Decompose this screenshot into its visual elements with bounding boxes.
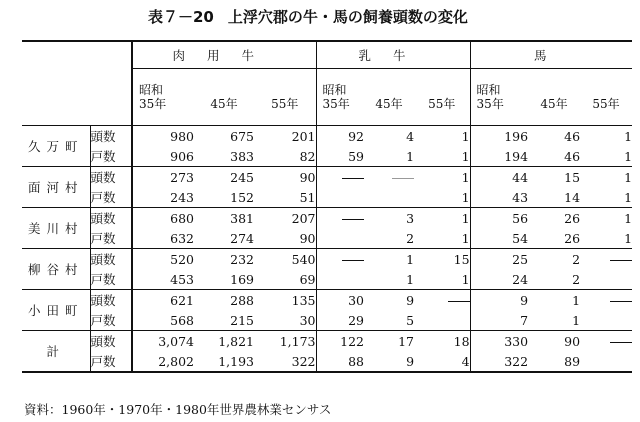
value-cell (364, 187, 414, 208)
value-cell: 59 (316, 146, 364, 167)
row-kind-label: 戸数 (90, 146, 132, 167)
value-cell: 1,193 (218, 353, 254, 369)
value-cell: 540 (291, 251, 316, 267)
year-header: 55年 (271, 97, 299, 111)
value-cell: 44 (470, 167, 528, 188)
value-cell: 54 (470, 228, 528, 249)
dash-mark (342, 219, 364, 220)
value-cell: 1 (624, 189, 633, 205)
value-cell: 1 (461, 271, 470, 287)
year-header: 55年 (592, 97, 620, 111)
value-cell: 88 (316, 351, 364, 372)
row-kind-label: 頭数 (90, 249, 132, 270)
value-cell: 274 (230, 230, 254, 246)
value-cell: 288 (230, 292, 254, 308)
year-era-label: 昭和 (476, 83, 501, 97)
table-row (22, 187, 632, 208)
value-cell: 621 (132, 290, 194, 311)
value-cell: 632 (132, 228, 194, 249)
dash-mark (610, 260, 632, 261)
value-cell: 15 (453, 251, 470, 267)
value-cell: 92 (316, 126, 364, 147)
dash-mark (610, 342, 632, 343)
row-kind-label: 戸数 (90, 269, 132, 290)
table-row (22, 126, 632, 147)
value-cell: 14 (564, 189, 581, 205)
value-cell: 90 (564, 333, 581, 349)
source-note: 資料：1960年・1970年・1980年世界農林業センサス (24, 402, 332, 417)
value-cell: 26 (564, 230, 581, 246)
value-cell: 4 (406, 128, 415, 144)
table-row (22, 310, 632, 331)
table-row (22, 167, 632, 188)
table-row (22, 269, 632, 290)
value-cell: 9 (406, 292, 415, 308)
dash-mark (342, 178, 364, 179)
year-header (132, 69, 194, 126)
value-cell: 7 (470, 310, 528, 331)
value-cell: 1 (406, 251, 415, 267)
row-kind-label: 戸数 (90, 310, 132, 331)
row-kind-label: 戸数 (90, 187, 132, 208)
value-cell: 322 (291, 353, 316, 369)
value-cell: 30 (316, 290, 364, 311)
value-cell: 135 (291, 292, 316, 308)
table-row (22, 331, 632, 352)
table-caption: 上浮穴郡の牛・馬の飼養頭数の変化 (227, 8, 468, 26)
row-kind-label: 頭数 (90, 331, 132, 352)
municipality-name: 計 (22, 331, 90, 373)
value-cell (580, 249, 632, 270)
row-kind-label: 戸数 (90, 228, 132, 249)
value-cell: 215 (230, 312, 254, 328)
value-cell: 1 (461, 230, 470, 246)
value-cell: 46 (564, 128, 581, 144)
value-cell: 232 (230, 251, 254, 267)
year-header: 45年 (210, 97, 238, 111)
year-label: 35年 (322, 97, 350, 111)
value-cell: 1 (624, 169, 633, 185)
municipality-name: 柳谷村 (22, 249, 90, 290)
value-cell: 90 (299, 169, 316, 185)
value-cell: 43 (470, 187, 528, 208)
value-cell (580, 351, 632, 372)
value-cell: 906 (132, 146, 194, 167)
value-cell (316, 208, 364, 229)
value-cell (414, 290, 470, 311)
livestock-table (22, 40, 632, 373)
value-cell: 207 (291, 210, 316, 226)
value-cell: 568 (132, 310, 194, 331)
value-cell: 1 (461, 210, 470, 226)
value-cell: 1,173 (279, 333, 316, 349)
value-cell: 1 (624, 210, 633, 226)
value-cell (580, 310, 632, 331)
year-label: 35年 (139, 97, 167, 111)
value-cell (316, 187, 364, 208)
value-cell: 169 (230, 271, 254, 287)
value-cell (316, 228, 364, 249)
year-era-label: 昭和 (322, 83, 347, 97)
dash-mark (448, 301, 470, 302)
municipality-name: 久万町 (22, 126, 90, 167)
value-cell: 2 (572, 251, 581, 267)
value-cell: 2 (572, 271, 581, 287)
value-cell: 9 (470, 290, 528, 311)
value-cell: 9 (406, 353, 415, 369)
dash-mark (392, 178, 414, 179)
table-row (22, 208, 632, 229)
value-cell: 381 (230, 210, 254, 226)
year-header (470, 69, 528, 126)
value-cell: 1,821 (218, 333, 254, 349)
value-cell: 5 (406, 312, 415, 328)
value-cell: 1 (624, 230, 633, 246)
table-body (22, 126, 632, 373)
value-cell: 24 (470, 269, 528, 290)
value-cell: 1 (461, 128, 470, 144)
value-cell: 30 (299, 312, 316, 328)
value-cell: 245 (230, 169, 254, 185)
value-cell (316, 249, 364, 270)
value-cell: 196 (470, 126, 528, 147)
value-cell (316, 167, 364, 188)
value-cell: 89 (564, 353, 581, 369)
group-header-horse: 馬 (470, 41, 632, 69)
table-row (22, 351, 632, 372)
year-header: 55年 (428, 97, 456, 111)
table-row (22, 146, 632, 167)
row-kind-label: 頭数 (90, 167, 132, 188)
row-kind-label: 頭数 (90, 208, 132, 229)
value-cell: 322 (470, 351, 528, 372)
value-cell: 4 (461, 353, 470, 369)
value-cell: 1 (461, 169, 470, 185)
value-cell: 680 (132, 208, 194, 229)
value-cell: 1 (572, 312, 581, 328)
municipality-name: 小田町 (22, 290, 90, 331)
value-cell: 82 (299, 148, 316, 164)
value-cell: 243 (132, 187, 194, 208)
value-cell: 90 (299, 230, 316, 246)
row-kind-label: 戸数 (90, 351, 132, 372)
value-cell: 69 (299, 271, 316, 287)
year-header: 45年 (540, 97, 568, 111)
value-cell: 1 (572, 292, 581, 308)
value-cell: 675 (230, 128, 254, 144)
value-cell: 46 (564, 148, 581, 164)
value-cell: 15 (564, 169, 581, 185)
dash-mark (342, 260, 364, 261)
value-cell: 1 (406, 148, 415, 164)
value-cell: 383 (230, 148, 254, 164)
value-cell: 3 (406, 210, 415, 226)
table-row (22, 290, 632, 311)
value-cell: 1 (406, 271, 415, 287)
value-cell: 980 (132, 126, 194, 147)
value-cell: 2 (406, 230, 415, 246)
value-cell: 18 (453, 333, 470, 349)
value-cell (316, 269, 364, 290)
value-cell: 51 (299, 189, 316, 205)
group-header-dairy: 乳牛 (316, 41, 470, 69)
table-number: 表７－20 (148, 8, 214, 26)
table-row (22, 228, 632, 249)
value-cell: 273 (132, 167, 194, 188)
table-row (22, 249, 632, 270)
row-kind-label: 頭数 (90, 126, 132, 147)
value-cell: 152 (230, 189, 254, 205)
value-cell (364, 167, 414, 188)
year-label: 35年 (476, 97, 504, 111)
value-cell: 194 (470, 146, 528, 167)
value-cell (580, 290, 632, 311)
value-cell (414, 310, 470, 331)
year-header: 45年 (375, 97, 403, 111)
value-cell: 520 (132, 249, 194, 270)
value-cell: 453 (132, 269, 194, 290)
value-cell: 122 (316, 331, 364, 352)
value-cell: 25 (470, 249, 528, 270)
value-cell: 1 (624, 148, 633, 164)
value-cell (580, 269, 632, 290)
year-header (316, 69, 364, 126)
value-cell: 26 (564, 210, 581, 226)
value-cell: 1 (624, 128, 633, 144)
value-cell: 1 (461, 148, 470, 164)
value-cell: 17 (398, 333, 415, 349)
value-cell: 1 (461, 189, 470, 205)
value-cell: 29 (316, 310, 364, 331)
dash-mark (610, 301, 632, 302)
row-kind-label: 頭数 (90, 290, 132, 311)
municipality-name: 美川村 (22, 208, 90, 249)
municipality-name: 面河村 (22, 167, 90, 208)
corner-cell (22, 41, 132, 126)
table-title (148, 6, 468, 27)
value-cell: 201 (291, 128, 316, 144)
value-cell: 2,802 (132, 351, 194, 372)
group-header-beef: 肉用牛 (132, 41, 316, 69)
value-cell: 3,074 (132, 331, 194, 352)
year-era-label: 昭和 (139, 83, 164, 97)
value-cell: 56 (470, 208, 528, 229)
value-cell: 330 (470, 331, 528, 352)
value-cell (580, 331, 632, 352)
